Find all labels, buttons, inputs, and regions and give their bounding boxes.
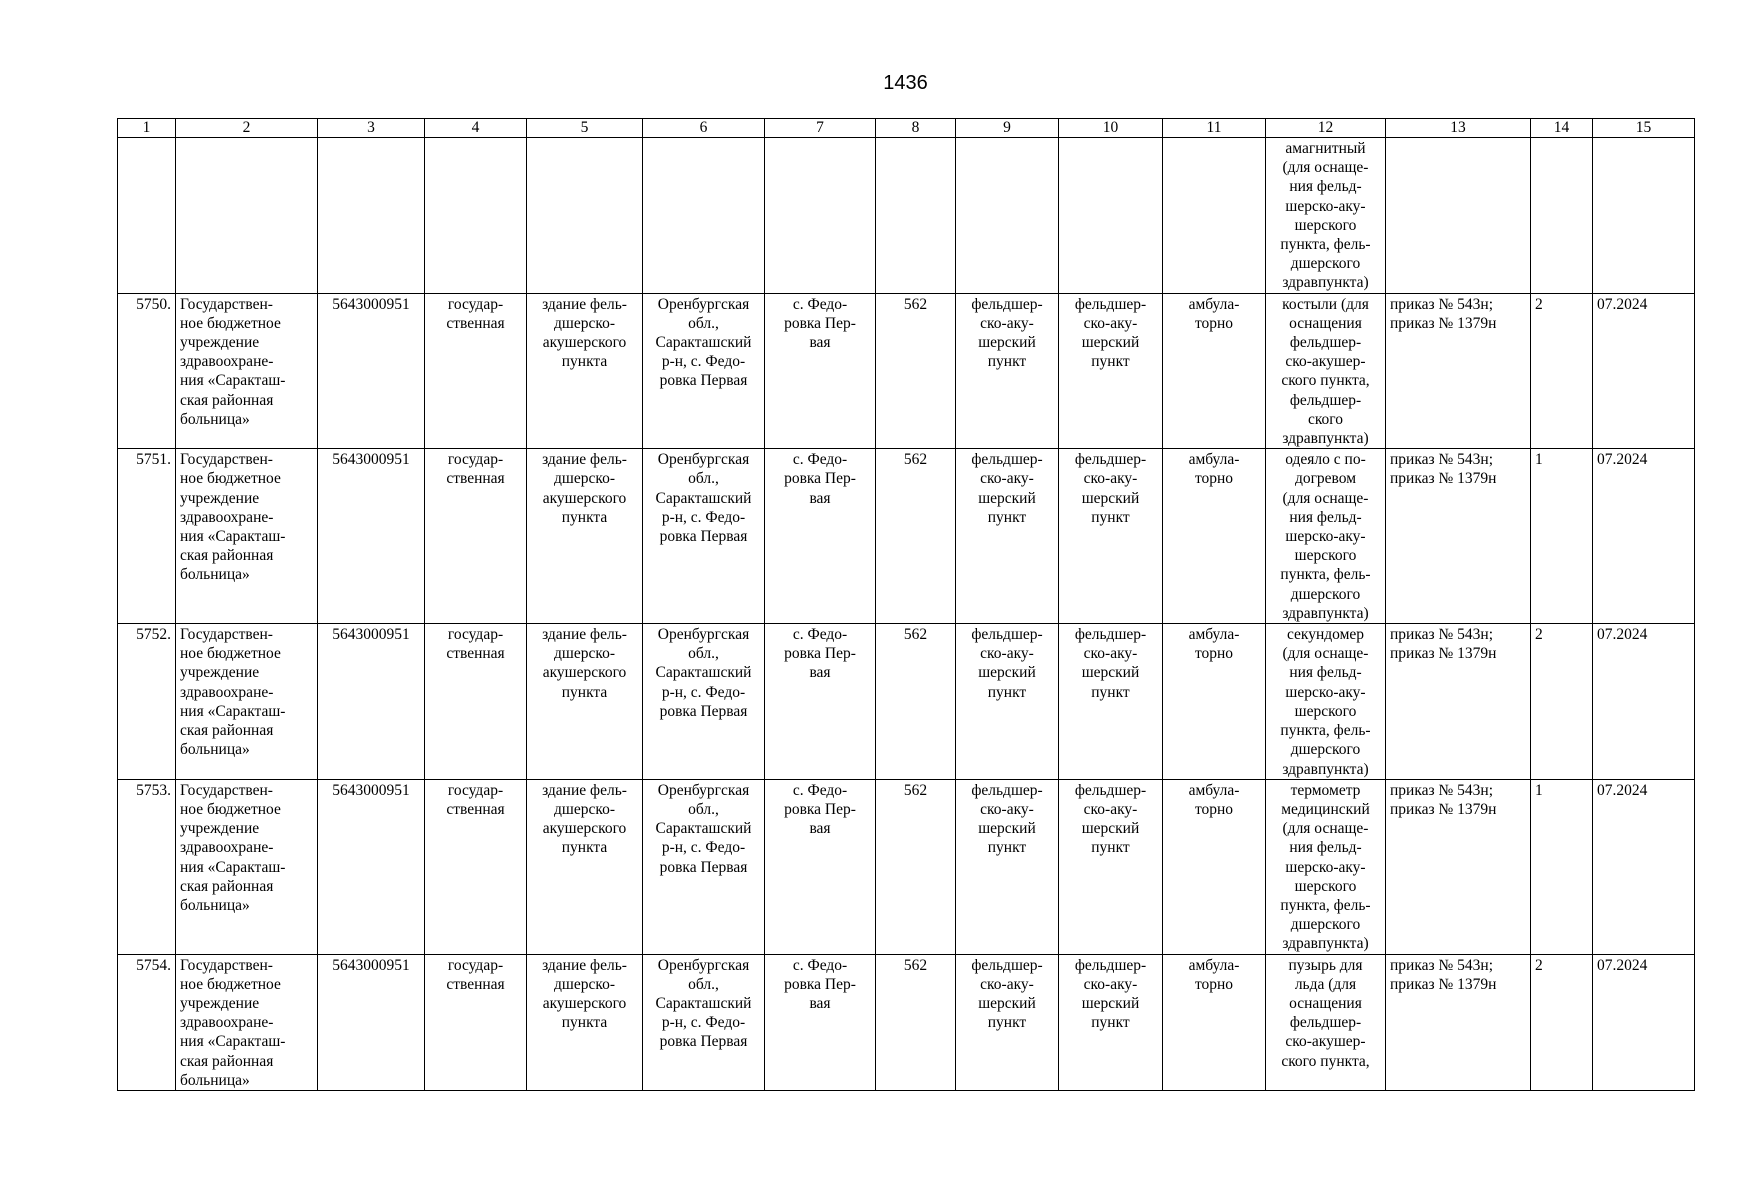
table-row	[118, 449, 1695, 624]
equipment-cell: амагнитный (для оснаще- ния фельд- шерско-аку- шерского пункта, фель- дшерского здравпункта)	[1266, 138, 1386, 294]
quantity-cell: 2	[1531, 293, 1593, 449]
settlement-cell: с. Федо- ровка Пер- вая	[765, 449, 876, 624]
code-cell: 562	[876, 624, 956, 780]
ownership-cell: государ- ственная	[425, 954, 527, 1090]
equipment-cell: костыли (для оснащения фельдшер- ско-акушер- ского пункта, фельдшер- ского здравпункта)	[1266, 293, 1386, 449]
equipment-cell: пузырь для льда (для оснащения фельдшер- ско-акушер- ского пункта,	[1266, 954, 1386, 1090]
organization-cell: Государствен- ное бюджетное учреждение здравоохране- ния «Саракташ- ская районная больница»	[176, 449, 318, 624]
ownership-cell: государ- ственная	[425, 449, 527, 624]
column-header: 10	[1059, 119, 1163, 138]
row-number-cell: 5752.	[118, 624, 176, 780]
unit-type-cell: фельдшер- ско-аку- шерский пункт	[956, 954, 1059, 1090]
unit-type-cell: фельдшер- ско-аку- шерский пункт	[956, 449, 1059, 624]
date-cell: 07.2024	[1593, 293, 1695, 449]
column-header: 12	[1266, 119, 1386, 138]
order-cell: приказ № 543н; приказ № 1379н	[1386, 779, 1531, 954]
empty-cell	[118, 138, 176, 294]
empty-cell	[425, 138, 527, 294]
column-header: 3	[318, 119, 425, 138]
order-cell: приказ № 543н; приказ № 1379н	[1386, 954, 1531, 1090]
settlement-cell: с. Федо- ровка Пер- вая	[765, 954, 876, 1090]
empty-cell	[643, 138, 765, 294]
inn-cell: 5643000951	[318, 954, 425, 1090]
building-cell: здание фель- дшерско- акушерского пункта	[527, 954, 643, 1090]
column-header: 14	[1531, 119, 1593, 138]
column-header: 11	[1163, 119, 1266, 138]
column-header: 4	[425, 119, 527, 138]
unit-type-cell: фельдшер- ско-аку- шерский пункт	[956, 293, 1059, 449]
table-row	[118, 293, 1695, 449]
quantity-cell: 1	[1531, 779, 1593, 954]
column-header: 7	[765, 119, 876, 138]
empty-cell	[956, 138, 1059, 294]
column-header-row	[118, 119, 1695, 138]
inn-cell: 5643000951	[318, 779, 425, 954]
inn-cell: 5643000951	[318, 624, 425, 780]
column-header: 15	[1593, 119, 1695, 138]
care-form-cell: амбула- торно	[1163, 779, 1266, 954]
address-cell: Оренбургская обл., Саракташский р-н, с. Федо- ровка Первая	[643, 779, 765, 954]
address-cell: Оренбургская обл., Саракташский р-н, с. Федо- ровка Первая	[643, 954, 765, 1090]
quantity-cell: 1	[1531, 449, 1593, 624]
organization-cell: Государствен- ное бюджетное учреждение здравоохране- ния «Саракташ- ская районная больница»	[176, 954, 318, 1090]
empty-cell	[876, 138, 956, 294]
empty-cell	[527, 138, 643, 294]
organization-cell: Государствен- ное бюджетное учреждение здравоохране- ния «Саракташ- ская районная больница»	[176, 779, 318, 954]
quantity-cell: 2	[1531, 624, 1593, 780]
table-row-continuation	[118, 138, 1695, 294]
order-cell: приказ № 543н; приказ № 1379н	[1386, 449, 1531, 624]
column-header: 6	[643, 119, 765, 138]
equipment-cell: одеяло с по- догревом (для оснаще- ния фельд- шерско-аку- шерского пункта, фель- дшерского здравпункта)	[1266, 449, 1386, 624]
unit-type-cell: фельдшер- ско-аку- шерский пункт	[956, 779, 1059, 954]
settlement-cell: с. Федо- ровка Пер- вая	[765, 293, 876, 449]
empty-cell	[1531, 138, 1593, 294]
building-cell: здание фель- дшерско- акушерского пункта	[527, 624, 643, 780]
empty-cell	[1163, 138, 1266, 294]
row-number-cell: 5751.	[118, 449, 176, 624]
column-header: 13	[1386, 119, 1531, 138]
organization-cell: Государствен- ное бюджетное учреждение здравоохране- ния «Саракташ- ская районная больница»	[176, 624, 318, 780]
building-cell: здание фель- дшерско- акушерского пункта	[527, 293, 643, 449]
row-number-cell: 5750.	[118, 293, 176, 449]
empty-cell	[1593, 138, 1695, 294]
unit-name-cell: фельдшер- ско-аку- шерский пункт	[1059, 293, 1163, 449]
date-cell: 07.2024	[1593, 449, 1695, 624]
row-number-cell: 5753.	[118, 779, 176, 954]
unit-type-cell: фельдшер- ско-аку- шерский пункт	[956, 624, 1059, 780]
empty-cell	[176, 138, 318, 294]
table-row	[118, 954, 1695, 1090]
organization-cell: Государствен- ное бюджетное учреждение здравоохране- ния «Саракташ- ская районная больница»	[176, 293, 318, 449]
column-header: 9	[956, 119, 1059, 138]
code-cell: 562	[876, 954, 956, 1090]
care-form-cell: амбула- торно	[1163, 954, 1266, 1090]
order-cell: приказ № 543н; приказ № 1379н	[1386, 624, 1531, 780]
unit-name-cell: фельдшер- ско-аку- шерский пункт	[1059, 624, 1163, 780]
code-cell: 562	[876, 779, 956, 954]
unit-name-cell: фельдшер- ско-аку- шерский пункт	[1059, 954, 1163, 1090]
date-cell: 07.2024	[1593, 624, 1695, 780]
column-header: 5	[527, 119, 643, 138]
page-number: 1436	[883, 72, 928, 94]
table-row	[118, 779, 1695, 954]
care-form-cell: амбула- торно	[1163, 624, 1266, 780]
ownership-cell: государ- ственная	[425, 293, 527, 449]
address-cell: Оренбургская обл., Саракташский р-н, с. Федо- ровка Первая	[643, 293, 765, 449]
column-header: 8	[876, 119, 956, 138]
code-cell: 562	[876, 293, 956, 449]
equipment-cell: секундомер (для оснаще- ния фельд- шерско-аку- шерского пункта, фель- дшерского здравпункта)	[1266, 624, 1386, 780]
building-cell: здание фель- дшерско- акушерского пункта	[527, 779, 643, 954]
care-form-cell: амбула- торно	[1163, 293, 1266, 449]
address-cell: Оренбургская обл., Саракташский р-н, с. Федо- ровка Первая	[643, 449, 765, 624]
address-cell: Оренбургская обл., Саракташский р-н, с. Федо- ровка Первая	[643, 624, 765, 780]
building-cell: здание фель- дшерско- акушерского пункта	[527, 449, 643, 624]
care-form-cell: амбула- торно	[1163, 449, 1266, 624]
empty-cell	[318, 138, 425, 294]
ownership-cell: государ- ственная	[425, 779, 527, 954]
table-row	[118, 624, 1695, 780]
inn-cell: 5643000951	[318, 449, 425, 624]
settlement-cell: с. Федо- ровка Пер- вая	[765, 624, 876, 780]
empty-cell	[765, 138, 876, 294]
unit-name-cell: фельдшер- ско-аку- шерский пункт	[1059, 449, 1163, 624]
unit-name-cell: фельдшер- ско-аку- шерский пункт	[1059, 779, 1163, 954]
inn-cell: 5643000951	[318, 293, 425, 449]
column-header: 1	[118, 119, 176, 138]
settlement-cell: с. Федо- ровка Пер- вая	[765, 779, 876, 954]
register-table	[117, 118, 1695, 1091]
empty-cell	[1059, 138, 1163, 294]
order-cell: приказ № 543н; приказ № 1379н	[1386, 293, 1531, 449]
ownership-cell: государ- ственная	[425, 624, 527, 780]
row-number-cell: 5754.	[118, 954, 176, 1090]
equipment-cell: термометр медицинский (для оснаще- ния фельд- шерско-аку- шерского пункта, фель- дшерского здравпункта)	[1266, 779, 1386, 954]
empty-cell	[1386, 138, 1531, 294]
date-cell: 07.2024	[1593, 954, 1695, 1090]
code-cell: 562	[876, 449, 956, 624]
column-header: 2	[176, 119, 318, 138]
quantity-cell: 2	[1531, 954, 1593, 1090]
date-cell: 07.2024	[1593, 779, 1695, 954]
